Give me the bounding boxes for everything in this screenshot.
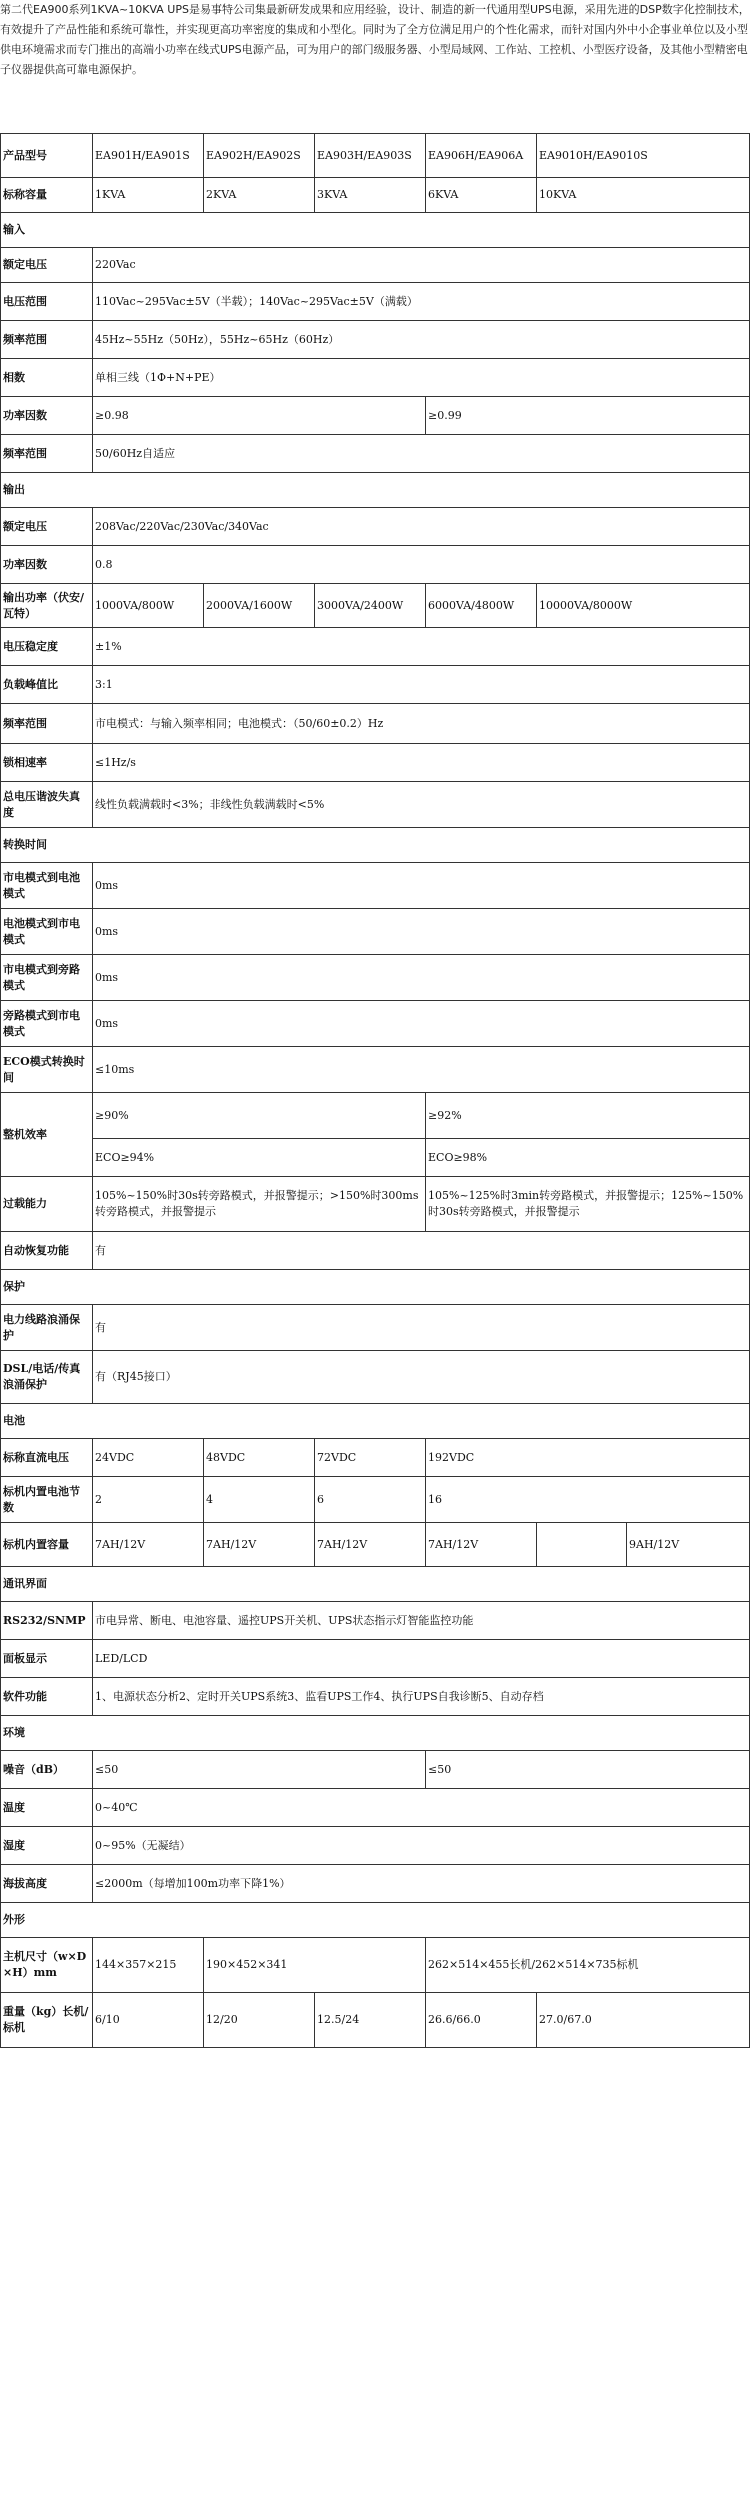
spec-value: 0ms bbox=[93, 1001, 750, 1047]
table-row bbox=[1, 863, 750, 909]
spec-value: 线性负载满载时<3%；非线性负载满载时<5% bbox=[93, 782, 750, 828]
spec-value: 市电模式：与输入频率相同；电池模式：（50/60±0.2）Hz bbox=[93, 704, 750, 744]
table-row bbox=[1, 744, 750, 782]
table-row bbox=[1, 1093, 750, 1139]
spec-value: 220Vac bbox=[93, 248, 750, 283]
spec-label: 市电模式到旁路模式 bbox=[1, 955, 93, 1001]
spec-value: 48VDC bbox=[204, 1439, 315, 1477]
spec-label: 产品型号 bbox=[1, 134, 93, 178]
intro-paragraph: 第二代EA900系列1KVA~10KVA UPS是易事特公司集最新研发成果和应用经验，设计、制造的新一代通用型UPS电源，采用先进的DSP数字化控制技术，有效提升了产品性能和系统可靠性，并实现更高功率密度的集成和小型化。同时为了全方位满足用户的个性化需求，而针对国内外中小企事业单位以及小型供电环境需求而专门推出的高端小功率在线式UPS电源产品，可为用户的部门级服务器、小型局域网、工作站、工控机、小型医疗设备，及其他小型精密电子仪器提供高可靠电源保护。 bbox=[0, 3, 750, 76]
spec-value: 208Vac/220Vac/230Vac/340Vac bbox=[93, 508, 750, 546]
spec-value: 72VDC bbox=[315, 1439, 426, 1477]
spec-value: 110Vac~295Vac±5V（半载）；140Vac~295Vac±5V（满载） bbox=[93, 283, 750, 321]
spec-label: 相数 bbox=[1, 359, 93, 397]
spec-value: 12.5/24 bbox=[315, 1993, 426, 2048]
section-row bbox=[1, 1903, 750, 1938]
spec-value: EA903H/EA903S bbox=[315, 134, 426, 178]
spec-value: 0.8 bbox=[93, 546, 750, 584]
table-row bbox=[1, 704, 750, 744]
spec-value: 6 bbox=[315, 1477, 426, 1523]
table-row bbox=[1, 435, 750, 473]
spec-label: 功率因数 bbox=[1, 546, 93, 584]
spec-label: 额定电压 bbox=[1, 508, 93, 546]
spec-label: 软件功能 bbox=[1, 1678, 93, 1716]
spec-value: EA901H/EA901S bbox=[93, 134, 204, 178]
table-row bbox=[1, 283, 750, 321]
spec-value: 3:1 bbox=[93, 666, 750, 704]
table-row bbox=[1, 1993, 750, 2048]
spec-value: 7AH/12V bbox=[204, 1523, 315, 1567]
spec-label: 面板显示 bbox=[1, 1640, 93, 1678]
spec-label: 海拔高度 bbox=[1, 1865, 93, 1903]
spec-label: 功率因数 bbox=[1, 397, 93, 435]
spec-value: EA902H/EA902S bbox=[204, 134, 315, 178]
spec-label: 频率范围 bbox=[1, 435, 93, 473]
spec-value: ≤10ms bbox=[93, 1047, 750, 1093]
spec-label: 频率范围 bbox=[1, 321, 93, 359]
spec-value: ±1% bbox=[93, 628, 750, 666]
spec-value: 26.6/66.0 bbox=[426, 1993, 537, 2048]
table-row bbox=[1, 321, 750, 359]
table-row bbox=[1, 397, 750, 435]
table-row bbox=[1, 1678, 750, 1716]
spec-label: 主机尺寸（w×D×H）mm bbox=[1, 1938, 93, 1993]
section-heading: 转换时间 bbox=[1, 828, 750, 863]
table-row bbox=[1, 1177, 750, 1232]
table-row bbox=[1, 178, 750, 213]
table-row bbox=[1, 1001, 750, 1047]
section-heading: 外形 bbox=[1, 1903, 750, 1938]
spec-value: 7AH/12V bbox=[426, 1523, 537, 1567]
section-heading: 保护 bbox=[1, 1270, 750, 1305]
section-heading: 输出 bbox=[1, 473, 750, 508]
spec-value: 4 bbox=[204, 1477, 315, 1523]
spec-value: 2000VA/1600W bbox=[204, 584, 315, 628]
section-heading: 输入 bbox=[1, 213, 750, 248]
spec-value: ECO≥94% bbox=[93, 1139, 426, 1177]
table-row bbox=[1, 1232, 750, 1270]
spec-label: 负载峰值比 bbox=[1, 666, 93, 704]
table-row bbox=[1, 1477, 750, 1523]
spec-value: 24VDC bbox=[93, 1439, 204, 1477]
table-row bbox=[1, 1789, 750, 1827]
spec-label: 输出功率（伏安/瓦特） bbox=[1, 584, 93, 628]
spec-value: 1000VA/800W bbox=[93, 584, 204, 628]
spec-value: 单相三线（1Φ+N+PE） bbox=[93, 359, 750, 397]
table-row bbox=[1, 1602, 750, 1640]
table-row bbox=[1, 248, 750, 283]
spec-value: ≥0.99 bbox=[426, 397, 750, 435]
table-row bbox=[1, 134, 750, 178]
spec-value: 45Hz~55Hz（50Hz），55Hz~65Hz（60Hz） bbox=[93, 321, 750, 359]
table-row bbox=[1, 1938, 750, 1993]
spec-label: ECO模式转换时间 bbox=[1, 1047, 93, 1093]
spec-label: 电力线路浪涌保护 bbox=[1, 1305, 93, 1351]
spec-label: 市电模式到电池模式 bbox=[1, 863, 93, 909]
spec-value: 0~40℃ bbox=[93, 1789, 750, 1827]
table-row bbox=[1, 1865, 750, 1903]
table-row bbox=[1, 1139, 750, 1177]
spec-value: 6KVA bbox=[426, 178, 537, 213]
spec-value: 有（RJ45接口） bbox=[93, 1351, 750, 1404]
spec-value: 50/60Hz自适应 bbox=[93, 435, 750, 473]
spec-value: 6000VA/4800W bbox=[426, 584, 537, 628]
spec-label: 自动恢复功能 bbox=[1, 1232, 93, 1270]
spec-value: 0~95%（无凝结） bbox=[93, 1827, 750, 1865]
table-row bbox=[1, 584, 750, 628]
spec-label: 整机效率 bbox=[1, 1093, 93, 1177]
spec-value: 3000VA/2400W bbox=[315, 584, 426, 628]
spec-value: ≥92% bbox=[426, 1093, 750, 1139]
table-row bbox=[1, 782, 750, 828]
spec-value: 0ms bbox=[93, 909, 750, 955]
spec-value: 0ms bbox=[93, 863, 750, 909]
spec-value: 190×452×341 bbox=[204, 1938, 426, 1993]
spec-label: 旁路模式到市电模式 bbox=[1, 1001, 93, 1047]
spec-value: 2 bbox=[93, 1477, 204, 1523]
table-row bbox=[1, 909, 750, 955]
table-row bbox=[1, 1751, 750, 1789]
spec-label: 标机内置容量 bbox=[1, 1523, 93, 1567]
table-row bbox=[1, 1047, 750, 1093]
section-row bbox=[1, 1716, 750, 1751]
section-row bbox=[1, 473, 750, 508]
table-row bbox=[1, 359, 750, 397]
section-row bbox=[1, 213, 750, 248]
spec-value: 3KVA bbox=[315, 178, 426, 213]
spec-label: 湿度 bbox=[1, 1827, 93, 1865]
table-row bbox=[1, 955, 750, 1001]
spec-value: LED/LCD bbox=[93, 1640, 750, 1678]
spec-value: 7AH/12V bbox=[93, 1523, 204, 1567]
spec-label: 噪音（dB） bbox=[1, 1751, 93, 1789]
table-row bbox=[1, 1523, 750, 1567]
spec-value: 16 bbox=[426, 1477, 750, 1523]
spec-label: 电池模式到市电模式 bbox=[1, 909, 93, 955]
spec-value: 0ms bbox=[93, 955, 750, 1001]
spec-value: 1、电源状态分析2、定时开关UPS系统3、监看UPS工作4、执行UPS自我诊断5、自动存档 bbox=[93, 1678, 750, 1716]
spec-label: RS232/SNMP bbox=[1, 1602, 93, 1640]
spec-value: 10KVA bbox=[537, 178, 750, 213]
section-row bbox=[1, 828, 750, 863]
spec-value: ≥0.98 bbox=[93, 397, 426, 435]
spec-label: 额定电压 bbox=[1, 248, 93, 283]
table-row bbox=[1, 546, 750, 584]
table-row bbox=[1, 1827, 750, 1865]
spec-label: 频率范围 bbox=[1, 704, 93, 744]
spec-table bbox=[0, 133, 750, 2048]
section-row bbox=[1, 1567, 750, 1602]
spec-label: 标称容量 bbox=[1, 178, 93, 213]
spec-value: EA906H/EA906A bbox=[426, 134, 537, 178]
spec-value: ≤50 bbox=[426, 1751, 750, 1789]
table-row bbox=[1, 1305, 750, 1351]
spec-label: 电压范围 bbox=[1, 283, 93, 321]
spec-label: 温度 bbox=[1, 1789, 93, 1827]
spec-label: 过载能力 bbox=[1, 1177, 93, 1232]
table-row bbox=[1, 1351, 750, 1404]
spec-label: 标机内置电池节数 bbox=[1, 1477, 93, 1523]
table-row bbox=[1, 1439, 750, 1477]
spec-value: 192VDC bbox=[426, 1439, 750, 1477]
section-heading: 电池 bbox=[1, 1404, 750, 1439]
spec-label: 标称直流电压 bbox=[1, 1439, 93, 1477]
spec-label: 电压稳定度 bbox=[1, 628, 93, 666]
section-heading: 通讯界面 bbox=[1, 1567, 750, 1602]
spec-value: 6/10 bbox=[93, 1993, 204, 2048]
spec-label: 总电压谐波失真度 bbox=[1, 782, 93, 828]
spec-value: 12/20 bbox=[204, 1993, 315, 2048]
spec-value: EA9010H/EA9010S bbox=[537, 134, 750, 178]
spec-value: ≤1Hz/s bbox=[93, 744, 750, 782]
spec-value: 2KVA bbox=[204, 178, 315, 213]
spec-value: 有 bbox=[93, 1232, 750, 1270]
spec-value: 9AH/12V bbox=[627, 1523, 750, 1567]
spec-value: 1KVA bbox=[93, 178, 204, 213]
section-heading: 环境 bbox=[1, 1716, 750, 1751]
table-row bbox=[1, 666, 750, 704]
spec-value: 有 bbox=[93, 1305, 750, 1351]
spec-value: 27.0/67.0 bbox=[537, 1993, 750, 2048]
spec-value: 市电异常、断电、电池容量、遥控UPS开关机、UPS状态指示灯智能监控功能 bbox=[93, 1602, 750, 1640]
spec-value: 262×514×455长机/262×514×735标机 bbox=[426, 1938, 750, 1993]
spec-value: 10000VA/8000W bbox=[537, 584, 750, 628]
table-row bbox=[1, 628, 750, 666]
spec-value: ECO≥98% bbox=[426, 1139, 750, 1177]
spec-value: 105%~125%时3min转旁路模式，并报警提示；125%~150%时30s转旁路模式，并报警提示 bbox=[426, 1177, 750, 1232]
section-row bbox=[1, 1270, 750, 1305]
spec-value: ≥90% bbox=[93, 1093, 426, 1139]
spec-value: ≤2000m（每增加100m功率下降1%） bbox=[93, 1865, 750, 1903]
spec-value: 105%~150%时30s转旁路模式，并报警提示；>150%时300ms转旁路模式，并报警提示 bbox=[93, 1177, 426, 1232]
spec-label: DSL/电话/传真浪涌保护 bbox=[1, 1351, 93, 1404]
spec-value: 7AH/12V bbox=[315, 1523, 426, 1567]
table-row bbox=[1, 1640, 750, 1678]
spec-label: 重量（kg）长机/标机 bbox=[1, 1993, 93, 2048]
spec-value bbox=[537, 1523, 627, 1567]
section-row bbox=[1, 1404, 750, 1439]
table-row bbox=[1, 508, 750, 546]
spec-label: 锁相速率 bbox=[1, 744, 93, 782]
spec-value: ≤50 bbox=[93, 1751, 426, 1789]
spec-value: 144×357×215 bbox=[93, 1938, 204, 1993]
